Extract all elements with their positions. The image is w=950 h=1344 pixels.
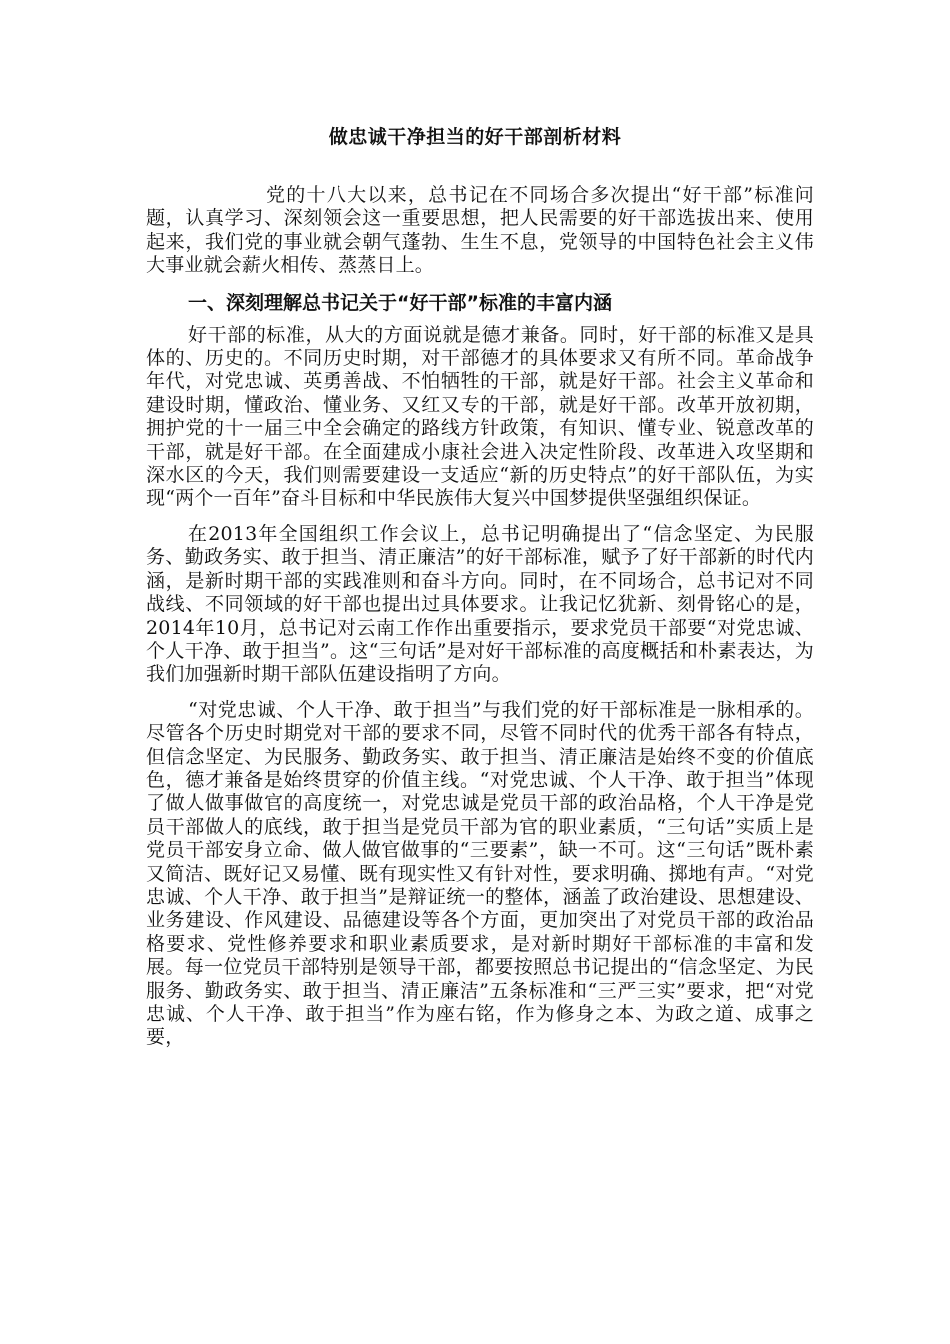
document-title: 做忠诚干净担当的好干部剖析材料 [328,126,622,148]
body-paragraph-2: 在2013年全国组织工作会议上，总书记明确提出了“信念坚定、为民服务、勤政务实、敢于担当、清正廉洁”的好干部标准，赋予了好干部新的时代内涵，是新时期干部的实践准则和奋斗方向。同时，在不同场合，总书记对不同战线、不同领域的好干部也提出过具体要求。让我记忆犹新、刻骨铭心的是，2014年10月，总书记对云南工作作出重要指示，要求党员干部要“对党忠诚、个人干净、敢于担当”。这“三句话”是对好干部标准的高度概括和朴素表达，为我们加强新时期干部队伍建设指明了方向。 [146,522,814,686]
section-heading: 一、深刻理解总书记关于“好干部”标准的丰富内涵 [188,291,612,314]
intro-paragraph: 党的十八大以来，总书记在不同场合多次提出“好干部”标准问题，认真学习、深刻领会这一重要思想，把人民需要的好干部选拔出来、使用起来，我们党的事业就会朝气蓬勃、生生不息，党领导的中国特色社会主义伟大事业就会薪火相传、蒸蒸日上。 [146,184,814,277]
document-body [146,184,814,1062]
body-paragraph-3: “对党忠诚、个人干净、敢于担当”与我们党的好干部标准是一脉相承的。尽管各个历史时期党对干部的要求不同，尽管不同时代的优秀干部各有特点，但信念坚定、为民服务、勤政务实、敢于担当、清正廉洁是始终不变的价值底色，德才兼备是始终贯穿的价值主线。“对党忠诚、个人干净、敢于担当”体现了做人做事做官的高度统一，对党忠诚是党员干部的政治品格，个人干净是党员干部做人的底线，敢于担当是党员干部为官的职业素质，“三句话”实质上是党员干部安身立命、做人做官做事的“三要素”，缺一不可。这“三句话”既朴素又简洁、既好记又易懂、既有现实性又有针对性，要求明确、掷地有声。“对党忠诚、个人干净、敢于担当”是辩证统一的整体，涵盖了政治建设、思想建设、业务建设、作风建设、品德建设等各个方面，更加突出了对党员干部的政治品格要求、党性修养要求和职业素质要求，是对新时期好干部标准的丰富和发展。每一位党员干部特别是领导干部，都要按照总书记提出的“信念坚定、为民服务、勤政务实、敢于担当、清正廉洁”五条标准和“三严三实”要求，把“对党忠诚、个人干净、敢于担当”作为座右铭，作为修身之本、为政之道、成事之要， [146,698,814,1049]
body-paragraph-1: 好干部的标准，从大的方面说就是德才兼备。同时，好干部的标准又是具体的、历史的。不同历史时期，对干部德才的具体要求又有所不同。革命战争年代，对党忠诚、英勇善战、不怕牺牲的干部，就是好干部。社会主义革命和建设时期，懂政治、懂业务、又红又专的干部，就是好干部。改革开放初期，拥护党的十一届三中全会确定的路线方针政策，有知识、懂专业、锐意改革的干部，就是好干部。在全面建成小康社会进入决定性阶段、改革进入攻坚期和深水区的今天，我们则需要建设一支适应“新的历史特点”的好干部队伍，为实现“两个一百年”奋斗目标和中华民族伟大复兴中国梦提供坚强组织保证。 [146,323,814,510]
